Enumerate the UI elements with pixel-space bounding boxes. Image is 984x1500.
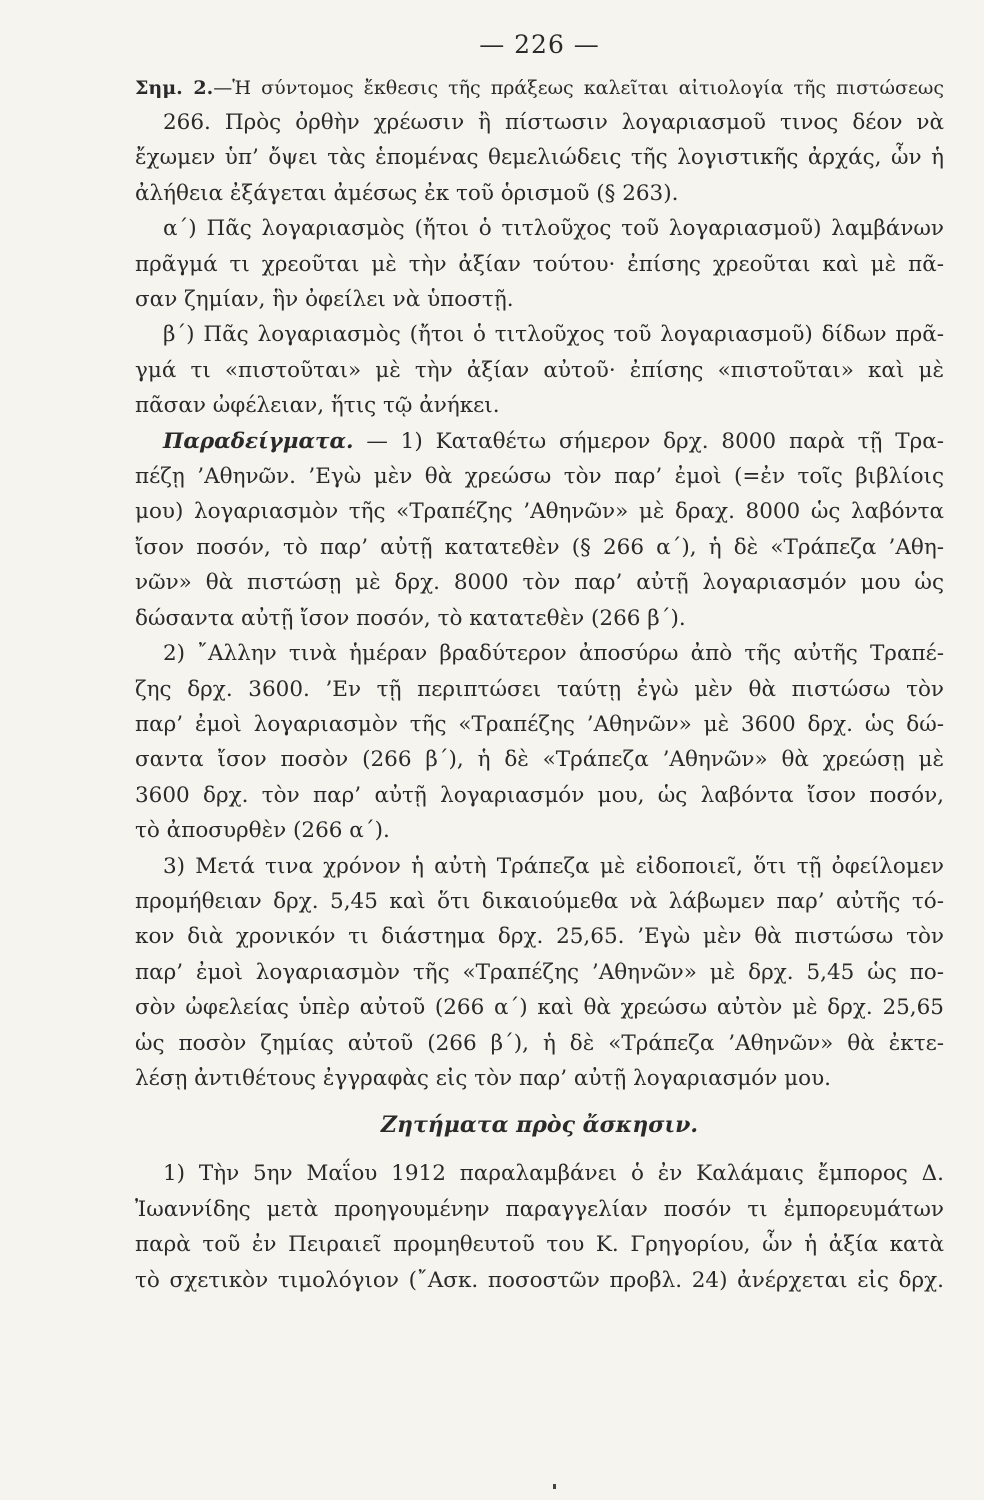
rule-b <box>135 317 944 423</box>
text-line: 3600 δρχ. τὸν παρ’ αὐτῇ λογαριασμόν μου, ὡς λαβόντα ἴσον ποσόν, <box>135 782 944 808</box>
text-line: 1) Τὴν 5ην Μαΐου 1912 παραλαμβάνει ὁ ἐν Καλάμαις ἔμπορος Δ. <box>163 1161 944 1187</box>
text-line: β΄) Πᾶς λογαριασμὸς (ἤτοι ὁ τιτλοῦχος τοῦ λογαριασμοῦ) δίδων πρᾶ- <box>163 322 944 348</box>
text-line: Ἰωαννίδης μετὰ προηγουμένην παραγγελίαν ποσόν τι ἐμπορευμάτων <box>135 1196 944 1222</box>
note-line <box>135 71 944 105</box>
note-label: Σημ. 2. <box>135 77 214 99</box>
text-line: πᾶσαν ὠφέλειαν, ἥτις τῷ ἀνήκει. <box>135 393 500 419</box>
example-1-first-line: — 1) Καταθέτω σήμερον δρχ. 8000 παρὰ τῇ Τρα- <box>353 428 944 454</box>
exercises-heading: Ζητήματα πρὸς ἄσκησιν. <box>380 1112 699 1139</box>
text-line: ζης δρχ. 3600. ’Εν τῇ περιπτώσει ταύτῃ ἐγὼ μὲν θὰ πιστώσω τὸν <box>135 676 944 702</box>
text-line: 2) ῎Αλλην τινὰ ἡμέραν βραδύτερον ἀποσύρω ἀπὸ τῆς αὐτῆς Τραπέ- <box>163 641 944 667</box>
text-line: παρ’ ἐμοὶ λογαριασμὸν τῆς «Τραπέζης ’Αθηνῶν» μὲ 3600 δρχ. ὡς δώ- <box>135 711 944 737</box>
text-line: πρᾶγμά τι χρεοῦται μὲ τὴν ἀξίαν τούτου· ἐπίσης χρεοῦται καὶ μὲ πᾶ- <box>135 251 944 277</box>
exercise-1 <box>135 1156 944 1298</box>
text-line: α΄) Πᾶς λογαριασμὸς (ἤτοι ὁ τιτλοῦχος τοῦ λογαριασμοῦ) λαμβάνων <box>163 216 944 242</box>
text-line <box>135 424 944 459</box>
text-line: σὸν ὠφελείας ὑπὲρ αὐτοῦ (266 α΄) καὶ θὰ χρεώσω αὐτὸν μὲ δρχ. 25,65 <box>135 995 944 1021</box>
text-line: μου) λογαριασμὸν τῆς «Τραπέζης ’Αθηνῶν» μὲ δραχ. 8000 ὡς λαβόντα <box>135 499 944 525</box>
rule-a <box>135 211 944 317</box>
text-line: ἔχωμεν ὑπ’ ὄψει τὰς ἑπομένας θεμελιώδεις τῆς λογιστικῆς ἀρχάς, ὧν ἡ <box>135 145 944 171</box>
text-line: τὸ ἀποσυρθὲν (266 α΄). <box>135 818 390 844</box>
text-line: ἀλήθεια ἐξάγεται ἀμέσως ἐκ τοῦ ὁρισμοῦ (§ 263). <box>135 180 679 206</box>
text-line: προμήθειαν δρχ. 5,45 καὶ ὅτι δικαιούμεθα νὰ λάβωμεν παρ’ αὐτῆς τό- <box>135 888 944 914</box>
text-line: τὸ σχετικὸν τιμολόγιον (῎Ασκ. ποσοστῶν προβλ. 24) ἀνέρχεται εἰς δρχ. <box>135 1267 944 1293</box>
text-line: ὡς ποσὸν ζημίας αὐτοῦ (266 β΄), ἡ δὲ «Τράπεζα ’Αθηνῶν» θὰ ἐκτε- <box>135 1030 944 1056</box>
text-line: πέζῃ ’Αθηνῶν. ’Εγὼ μὲν θὰ χρεώσω τὸν παρ’ ἐμοὶ (=ἐν τοῖς βιβλίοις <box>135 464 944 490</box>
text-line: κον διὰ χρονικόν τι διάστημα δρχ. 25,65. ’Εγὼ μὲν θὰ πιστώσω τὸν <box>135 924 944 950</box>
text-line: νῶν» θὰ πιστώσῃ μὲ δρχ. 8000 τὸν παρ’ αὐτῇ λογαριασμόν μου ὡς <box>135 570 944 596</box>
text-line: 266. Πρὸς ὀρθὴν χρέωσιν ἢ πίστωσιν λογαριασμοῦ τινος δέον νὰ <box>163 110 944 135</box>
example-2 <box>135 636 944 848</box>
examples-label: Παραδείγματα. <box>163 428 354 454</box>
example-1 <box>135 424 944 636</box>
example-3 <box>135 849 944 1097</box>
text-line: γμά τι «πιστοῦται» μὲ τὴν ἀξίαν αὐτοῦ· ἐπίσης «πιστοῦται» καὶ μὲ <box>135 357 944 383</box>
page-number: — 226 — <box>479 30 600 59</box>
section-266 <box>135 105 944 211</box>
text-line: σαν ζημίαν, ἣν ὀφείλει νὰ ὑποστῇ. <box>135 287 514 313</box>
ink-speck <box>553 1484 556 1489</box>
text-line: παρὰ τοῦ ἐν Πειραιεῖ προμηθευτοῦ του Κ. Γρηγορίου, ὧν ἡ ἀξία κατὰ <box>135 1232 944 1258</box>
text-line: δώσαντα αὐτῇ ἴσον ποσόν, τὸ κατατεθὲν (266 β΄). <box>135 605 686 631</box>
text-line: παρ’ ἐμοὶ λογαριασμὸν τῆς «Τραπέζης ’Αθηνῶν» μὲ δρχ. 5,45 ὡς πο- <box>135 959 944 985</box>
text-line: λέσῃ ἀντιθέτους ἐγγραφὰς εἰς τὸν παρ’ αὐτῇ λογαριασμόν μου. <box>135 1065 831 1091</box>
text-line: ἴσον ποσόν, τὸ παρ’ αὐτῇ κατατεθὲν (§ 266 α΄), ἡ δὲ «Τράπεζα ’Αθη- <box>135 534 944 560</box>
note-text: —Ἡ σύντομος ἔκθεσις τῆς πράξεως καλεῖται αἰτιολογία τῆς πιστώσεως <box>213 77 944 99</box>
text-line: σαντα ἴσον ποσὸν (266 β΄), ἡ δὲ «Τράπεζα ’Αθηνῶν» θὰ χρεώσῃ μὲ <box>135 747 944 773</box>
text-line: 3) Μετά τινα χρόνον ἡ αὐτὴ Τράπεζα μὲ εἰδοποιεῖ, ὅτι τῇ ὀφείλομεν <box>163 853 944 879</box>
